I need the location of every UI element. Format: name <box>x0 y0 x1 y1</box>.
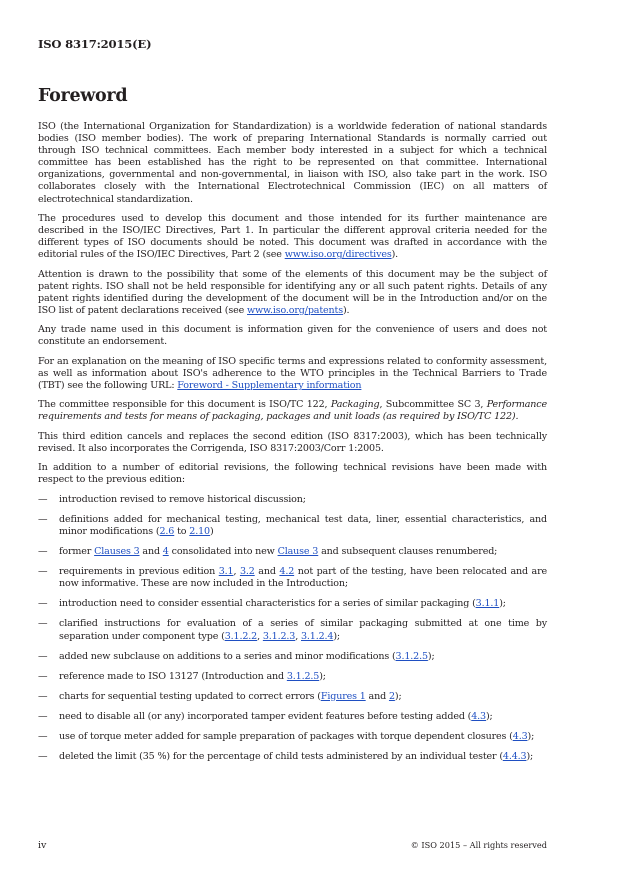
paragraph-iso-intro: ISO (the International Organization for Standardization) is a worldwide federation of national standards bodies (ISO member bodies). The work of preparing International Standards is normally carried out through ISO technical committees. Each member body interested in a subject for which a technical committee has been established has the right to be represented on that committee. International organizations, governmental and non-governmental, in liaison with ISO, also take part in the work. ISO collaborates closely with the International Electrotechnical Commission (IEC) on all matters of electrotechnical standardization. <box>38 121 547 205</box>
dash-bullet: — <box>38 690 48 702</box>
figure-link[interactable]: 2 <box>388 690 395 702</box>
supplementary-info-link[interactable]: Foreword - Supplementary information <box>177 379 362 391</box>
list-item: — introduction revised to remove historical discussion; <box>38 493 306 505</box>
list-item: — definitions added for mechanical testing, mechanical test data, liner, essential characteristics, and minor modifications (2.6 to 2.10) <box>38 513 547 537</box>
clause-link[interactable]: 3.2 <box>239 566 255 578</box>
document-id-header: ISO 8317:2015(E) <box>38 37 152 51</box>
paragraph-trade-name: Any trade name used in this document is information given for the convenience of users and does not constitute an endorsement. <box>38 324 547 348</box>
clause-link[interactable]: 3.1.2.2 <box>224 630 258 642</box>
list-item: — requirements in previous edition 3.1, 3.2 and 4.2 not part of the testing, have been relocated and are now informative. These are now included in the Introduction; <box>38 566 547 590</box>
list-item: — clarified instructions for evaluation of a series of similar packaging submitted at one time by separation under component type (3.1.2.2, 3.1.2.3, 3.1.2.4); <box>38 618 547 642</box>
dash-bullet: — <box>38 710 48 722</box>
clause-link[interactable]: Clauses 3 <box>94 546 140 558</box>
clause-link[interactable]: 3.1.2.5 <box>395 650 428 662</box>
list-item: — former Clauses 3 and 4 consolidated into new Clause 3 and subsequent clauses renumbered; <box>38 546 498 558</box>
patents-link[interactable]: www.iso.org/patents <box>247 304 343 316</box>
page-number: iv <box>38 840 47 851</box>
clause-link[interactable]: 4.3 <box>471 710 486 722</box>
clause-link[interactable]: 2.10 <box>189 526 210 537</box>
revisions-list <box>38 494 547 763</box>
clause-link[interactable]: 3.1.1 <box>475 598 500 610</box>
foreword-body <box>38 121 547 771</box>
clause-link[interactable]: Clause 3 <box>277 546 319 558</box>
list-item: — added new subclause on additions to a series and minor modifications (3.1.2.5); <box>38 650 435 662</box>
list-item: — charts for sequential testing updated to correct errors (Figures 1 and 2); <box>38 690 402 702</box>
paragraph-committee: The committee responsible for this document is ISO/TC 122, Packaging, Subcommittee SC 3, Performance requirements and tests for means of packaging, packages and unit loads (as required by ISO/TC 122). <box>38 399 547 423</box>
clause-link[interactable]: 4.4.3 <box>502 751 527 763</box>
dash-bullet: — <box>38 546 48 558</box>
paragraph-revisions-intro: In addition to a number of editorial revisions, the following technical revisions have been made with respect to the previous edition: <box>38 462 547 486</box>
clause-link[interactable]: 4.2 <box>279 566 295 578</box>
list-item: — use of torque meter added for sample preparation of packages with torque dependent closures (4.3); <box>38 731 535 743</box>
dash-bullet: — <box>38 731 48 743</box>
dash-bullet: — <box>38 618 48 630</box>
dash-bullet: — <box>38 650 48 662</box>
dash-bullet: — <box>38 493 48 505</box>
list-item: — deleted the limit (35 %) for the percentage of child tests administered by an individual tester (4.4.3); <box>38 751 534 763</box>
dash-bullet: — <box>38 566 48 578</box>
paragraph-edition: This third edition cancels and replaces the second edition (ISO 8317:2003), which has been technically revised. It also incorporates the Corrigenda, ISO 8317:2003/Corr 1:2005. <box>38 430 547 454</box>
dash-bullet: — <box>38 513 48 525</box>
clause-link[interactable]: 3.1.2.3 <box>262 630 296 642</box>
section-title: Foreword <box>38 86 128 106</box>
dash-bullet: — <box>38 598 48 610</box>
list-item: — reference made to ISO 13127 (Introduction and 3.1.2.5); <box>38 670 326 682</box>
copyright-notice: © ISO 2015 – All rights reserved <box>410 840 547 850</box>
list-item: — introduction need to consider essential characteristics for a series of similar packaging (3.1.1); <box>38 598 506 610</box>
list-item: — need to disable all (or any) incorporated tamper evident features before testing added (4.3); <box>38 710 493 722</box>
clause-link[interactable]: 3.1.2.5 <box>286 670 320 682</box>
dash-bullet: — <box>38 670 48 682</box>
figure-link[interactable]: Figures 1 <box>320 690 366 702</box>
clause-link[interactable]: 4.3 <box>512 731 528 743</box>
clause-link[interactable]: 2.6 <box>159 526 175 537</box>
paragraph-patents: Attention is drawn to the possibility that some of the elements of this document may be the subject of patent rights. ISO shall not be held responsible for identifying any or all such patent rights. Details of any patent rights identified during the development of the document will be in the Introduction and/or on the ISO list of patent declarations received (see www.iso.org/patents). <box>38 268 547 316</box>
dash-bullet: — <box>38 751 48 763</box>
directives-link[interactable]: www.iso.org/directives <box>284 249 392 261</box>
clause-link[interactable]: 3.1.2.4 <box>301 630 334 642</box>
clause-link[interactable]: 3.1 <box>218 566 234 578</box>
paragraph-procedures: The procedures used to develop this document and those intended for its further maintenance are described in the ISO/IEC Directives, Part 1. In particular the different approval criteria needed for the different types of ISO documents should be noted. This document was drafted in accordance with the editorial rules of the ISO/IEC Directives, Part 2 (see www.iso.org/directives). <box>38 212 547 261</box>
clause-link[interactable]: 4 <box>162 546 169 558</box>
paragraph-conformity: For an explanation on the meaning of ISO specific terms and expressions related to conformity assessment, as well as information about ISO's adherence to the WTO principles in the Technical Barriers to Trade (TBT) see the following URL: Foreword - Supplementary information <box>38 355 547 391</box>
